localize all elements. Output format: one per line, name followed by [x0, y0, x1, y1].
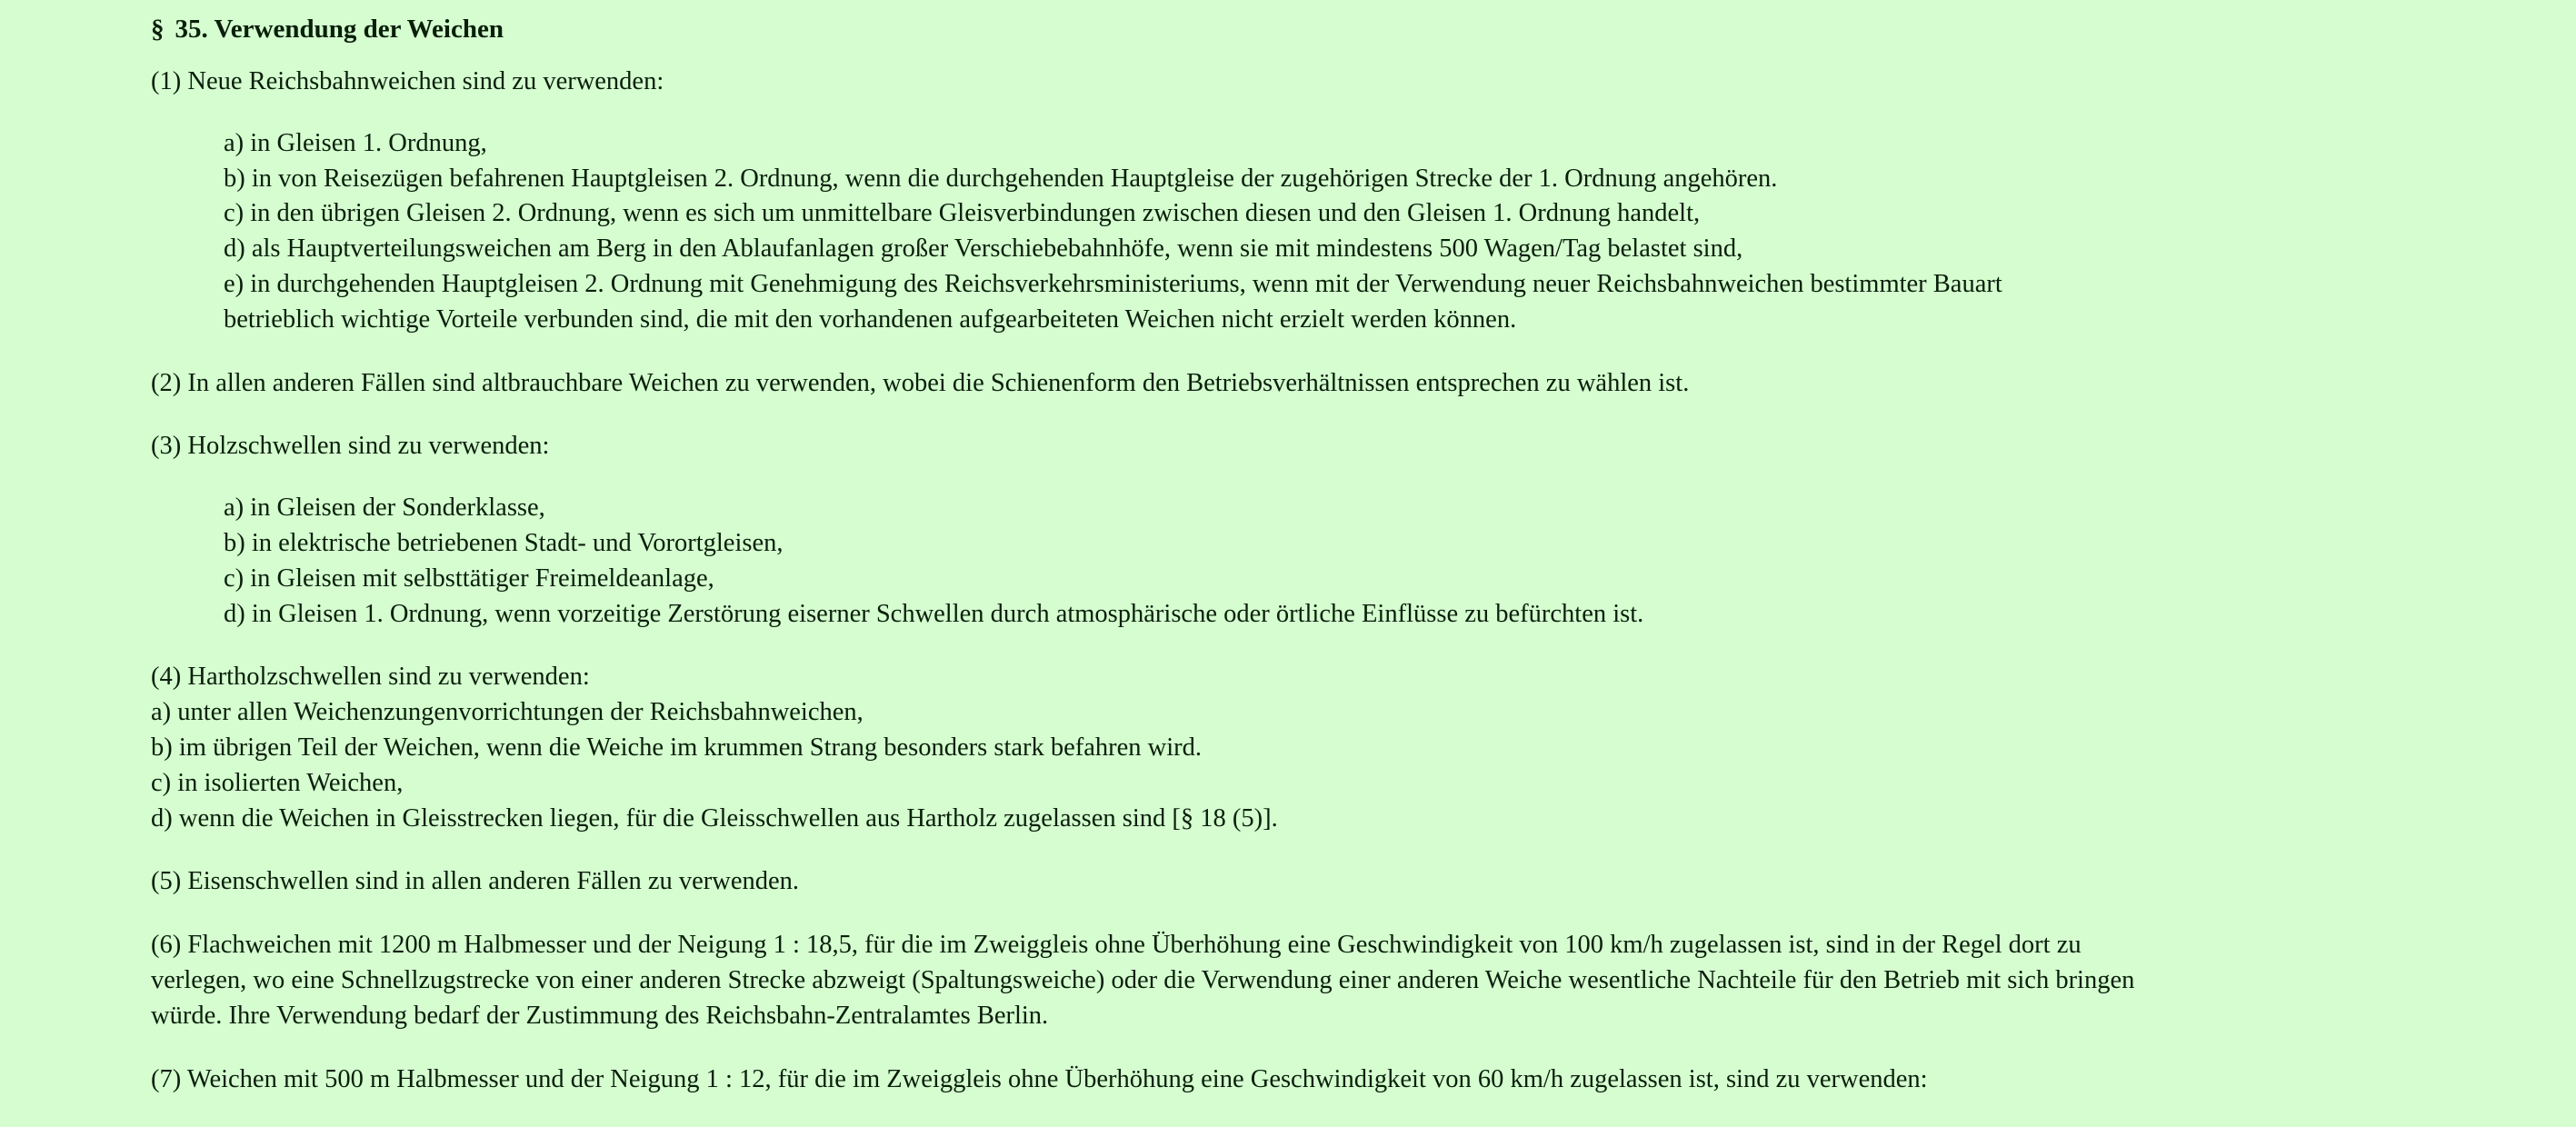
list-item: a) unter allen Weichenzungenvorrichtungen der Reichsbahnweichen, — [151, 698, 864, 727]
list-item: e) in durchgehenden Hauptgleisen 2. Ordnung mit Genehmigung des Reichsverkehrsministeriums, wenn mit der Verwendung neuer Reichsbahnweichen bestimmter Bauart — [224, 269, 2002, 298]
paragraph-6-line: (6) Flachweichen mit 1200 m Halbmesser und der Neigung 1 : 18,5, für die im Zweiggleis ohne Überhöhung eine Geschwindigkeit von 100 km/h zugelassen ist, sind in der Regel dort zu — [151, 931, 2082, 960]
section-title: 35. Verwendung der Weichen — [175, 15, 504, 44]
section-heading — [151, 11, 2396, 47]
list-item: b) in elektrische betriebenen Stadt- und Vorortgleisen, — [224, 528, 784, 557]
list-item: d) als Hauptverteilungsweichen am Berg in den Ablaufanlagen großer Verschiebebahnhöfe, wenn sie mit mindestens 500 Wagen/Tag belastet sind, — [224, 234, 1743, 264]
list-item: a) in Gleisen der Sonderklasse, — [224, 494, 545, 523]
list-item: c) in isolierten Weichen, — [151, 768, 404, 797]
list-item: b) im übrigen Teil der Weichen, wenn die Weiche im krummen Strang besonders stark befahren wird. — [151, 733, 1203, 762]
paragraph-6-line: würde. Ihre Verwendung bedarf der Zustimmung des Reichsbahn-Zentralamtes Berlin. — [151, 1001, 1049, 1030]
list-item: d) in Gleisen 1. Ordnung, wenn vorzeitige Zerstörung eiserner Schwellen durch atmosphärische oder örtliche Einflüsse zu befürchten ist. — [224, 599, 1644, 628]
document-body — [151, 11, 2396, 1125]
list-item: c) in den übrigen Gleisen 2. Ordnung, wenn es sich um unmittelbare Gleisverbindungen zwischen diesen und den Gleisen 1. Ordnung handelt, — [224, 199, 1701, 228]
paragraph-4-intro: (4) Hartholzschwellen sind zu verwenden: — [151, 663, 590, 692]
paragraph-6 — [151, 928, 2396, 1033]
list-item: b) in von Reisezügen befahrenen Hauptgleisen 2. Ordnung, wenn die durchgehenden Hauptgleise der zugehörigen Strecke der 1. Ordnung angehören. — [224, 164, 1778, 193]
section-symbol: § — [151, 15, 165, 44]
list-item: d) wenn die Weichen in Gleisstrecken liegen, für die Gleisschwellen aus Hartholz zugelassen sind [§ 18 (5)]. — [151, 803, 1278, 833]
list-item: c) in Gleisen mit selbsttätiger Freimeldeanlage, — [224, 564, 714, 593]
paragraph-2: (2) In allen anderen Fällen sind altbrauchbare Weichen zu verwenden, wobei die Schienenform den Betriebsverhältnissen entsprechen zu wählen ist. — [151, 368, 1690, 397]
paragraph-3-list — [224, 491, 2396, 632]
paragraph-1-intro: (1) Neue Reichsbahnweichen sind zu verwenden: — [151, 67, 664, 95]
paragraph-4 — [151, 660, 2396, 836]
list-item: a) in Gleisen 1. Ordnung, — [224, 128, 487, 157]
paragraph-6-line: verlegen, wo eine Schnellzugstrecke von einer anderen Strecke abzweigt (Spaltungsweiche) oder die Verwendung einer anderen Weiche wesentliche Nachteile für den Betrieb mit sich bringen — [151, 965, 2135, 994]
paragraph-7: (7) Weichen mit 500 m Halbmesser und der Neigung 1 : 12, für die im Zweiggleis ohne Überhöhung eine Geschwindigkeit von 60 km/h zugelassen ist, sind zu verwenden: — [151, 1064, 1928, 1093]
paragraph-3-intro: (3) Holzschwellen sind zu verwenden: — [151, 432, 550, 461]
list-item: betrieblich wichtige Vorteile verbunden sind, die mit den vorhandenen aufgearbeiteten Weichen nicht erzielt werden können. — [224, 304, 1517, 334]
paragraph-5: (5) Eisenschwellen sind in allen anderen Fällen zu verwenden. — [151, 867, 800, 896]
paragraph-1-list — [224, 126, 2396, 338]
